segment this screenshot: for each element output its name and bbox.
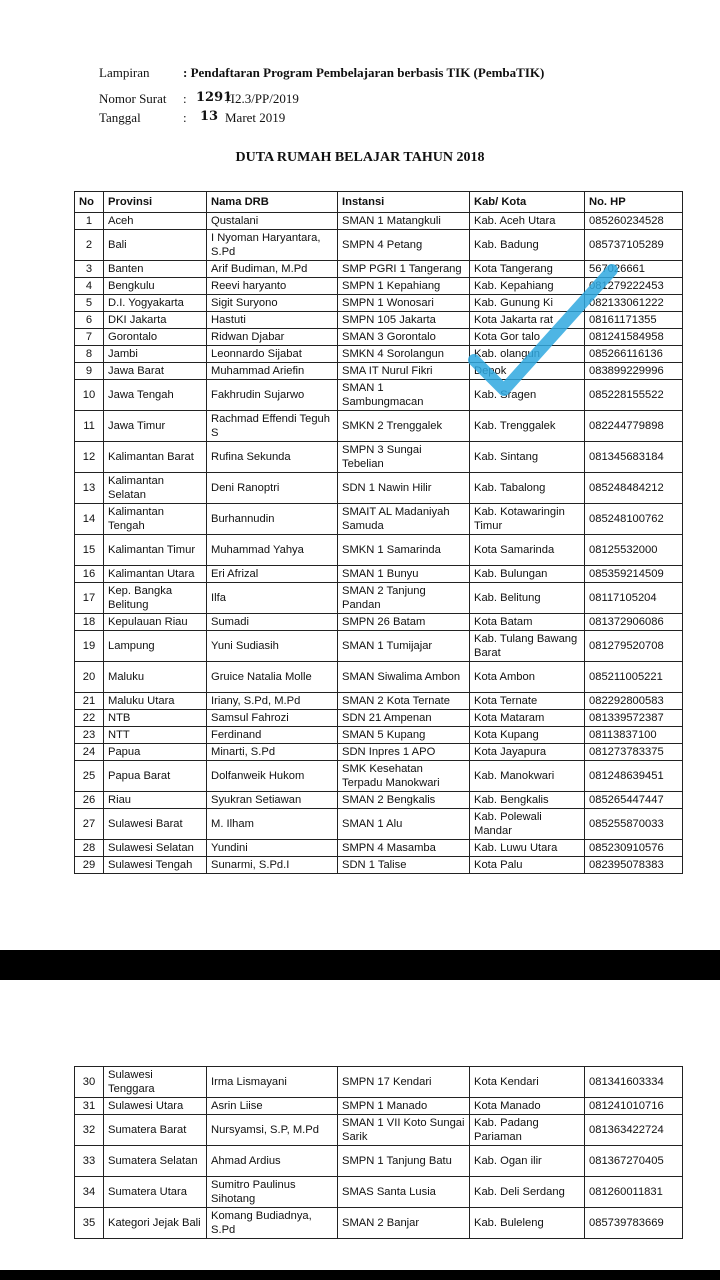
cell-no: 22: [75, 710, 104, 727]
cell-no: 10: [75, 380, 104, 411]
cell-no: 15: [75, 535, 104, 566]
cell-no: 2: [75, 230, 104, 261]
cell-no-hp: 082133061222: [585, 295, 683, 312]
cell-kab-kota: Kota Kendari: [470, 1067, 585, 1098]
cell-kab-kota: Kab. Padang Pariaman: [470, 1115, 585, 1146]
cell-no-hp: 085211005221: [585, 662, 683, 693]
cell-provinsi: Jambi: [104, 346, 207, 363]
cell-instansi: SMAN 1 Sambungmacan: [338, 380, 470, 411]
cell-nama-drb: Sunarmi, S.Pd.I: [207, 857, 338, 874]
cell-instansi: SMPN 3 Sungai Tebelian: [338, 442, 470, 473]
cell-instansi: SMAN 1 Alu: [338, 809, 470, 840]
cell-kab-kota: Kab. Aceh Utara: [470, 213, 585, 230]
cell-instansi: SMAN 1 Tumijajar: [338, 631, 470, 662]
cell-provinsi: Kepulauan Riau: [104, 614, 207, 631]
lampiran-value: : Pendaftaran Program Pembelajaran berbasis TIK (PembaTIK): [183, 65, 545, 80]
cell-no-hp: 081279520708: [585, 631, 683, 662]
cell-nama-drb: Arif Budiman, M.Pd: [207, 261, 338, 278]
cell-instansi: SMAN 2 Bengkalis: [338, 792, 470, 809]
cell-instansi: SMPN 17 Kendari: [338, 1067, 470, 1098]
cell-provinsi: Kep. Bangka Belitung: [104, 583, 207, 614]
cell-no-hp: 081339572387: [585, 710, 683, 727]
cell-no: 11: [75, 411, 104, 442]
cell-kab-kota: Kota Batam: [470, 614, 585, 631]
cell-kab-kota: Kab. Belitung: [470, 583, 585, 614]
cell-provinsi: Maluku: [104, 662, 207, 693]
cell-instansi: SMP PGRI 1 Tangerang: [338, 261, 470, 278]
cell-kab-kota: Kab. olangun: [470, 346, 585, 363]
cell-no-hp: 081260011831: [585, 1177, 683, 1208]
cell-no: 19: [75, 631, 104, 662]
cell-provinsi: Sumatera Barat: [104, 1115, 207, 1146]
cell-no-hp: 082292800583: [585, 693, 683, 710]
cell-nama-drb: Reevi haryanto: [207, 278, 338, 295]
cell-no-hp: 085265447447: [585, 792, 683, 809]
cell-no-hp: 085266116136: [585, 346, 683, 363]
cell-no-hp: 085248484212: [585, 473, 683, 504]
cell-provinsi: NTB: [104, 710, 207, 727]
cell-nama-drb: Qustalani: [207, 213, 338, 230]
cell-no: 23: [75, 727, 104, 744]
cell-no: 6: [75, 312, 104, 329]
table-row: [75, 662, 683, 693]
cell-no-hp: 081345683184: [585, 442, 683, 473]
cell-nama-drb: Rachmad Effendi Teguh S: [207, 411, 338, 442]
table-row: [75, 1177, 683, 1208]
cell-nama-drb: I Nyoman Haryantara, S.Pd: [207, 230, 338, 261]
cell-no-hp: 081367270405: [585, 1146, 683, 1177]
tanggal-colon: :: [183, 110, 187, 125]
cell-kab-kota: Kab. Tabalong: [470, 473, 585, 504]
cell-nama-drb: Nursyamsi, S.P, M.Pd: [207, 1115, 338, 1146]
cell-provinsi: Sumatera Utara: [104, 1177, 207, 1208]
cell-provinsi: Kalimantan Barat: [104, 442, 207, 473]
cell-no: 33: [75, 1146, 104, 1177]
column-header-provinsi: Provinsi: [104, 192, 207, 213]
cell-no: 30: [75, 1067, 104, 1098]
cell-no-hp: 08161171355: [585, 312, 683, 329]
cell-nama-drb: Sumadi: [207, 614, 338, 631]
cell-nama-drb: Irma Lismayani: [207, 1067, 338, 1098]
cell-nama-drb: Sumitro Paulinus Sihotang: [207, 1177, 338, 1208]
cell-instansi: SMPN 1 Tanjung Batu: [338, 1146, 470, 1177]
cell-instansi: SMAN 1 Matangkuli: [338, 213, 470, 230]
nomor-surat-colon: :: [183, 91, 187, 106]
cell-instansi: SMKN 2 Trenggalek: [338, 411, 470, 442]
cell-kab-kota: Kota Ambon: [470, 662, 585, 693]
cell-instansi: SMAN 2 Tanjung Pandan: [338, 583, 470, 614]
cell-no: 7: [75, 329, 104, 346]
cell-provinsi: Kalimantan Timur: [104, 535, 207, 566]
cell-instansi: SMPN 26 Batam: [338, 614, 470, 631]
cell-kab-kota: Kota Palu: [470, 857, 585, 874]
cell-kab-kota: Kota Mataram: [470, 710, 585, 727]
cell-nama-drb: Fakhrudin Sujarwo: [207, 380, 338, 411]
cell-instansi: SMAN 5 Kupang: [338, 727, 470, 744]
table-header-row: [75, 192, 683, 213]
nomor-surat-label: Nomor Surat: [99, 91, 167, 106]
cell-no-hp: 085248100762: [585, 504, 683, 535]
table-row: [75, 230, 683, 261]
table-row: [75, 380, 683, 411]
cell-kab-kota: Kab. Ogan ilir: [470, 1146, 585, 1177]
cell-no: 21: [75, 693, 104, 710]
cell-provinsi: Gorontalo: [104, 329, 207, 346]
cell-no-hp: 085737105289: [585, 230, 683, 261]
cell-kab-kota: Kab. Polewali Mandar: [470, 809, 585, 840]
cell-nama-drb: Burhannudin: [207, 504, 338, 535]
cell-nama-drb: Yundini: [207, 840, 338, 857]
nomor-surat-value: /I2.3/PP/2019: [227, 91, 299, 106]
cell-instansi: SMAIT AL Madaniyah Samuda: [338, 504, 470, 535]
table-row: [75, 693, 683, 710]
cell-nama-drb: Minarti, S.Pd: [207, 744, 338, 761]
cell-nama-drb: Komang Budiadnya, S.Pd: [207, 1208, 338, 1239]
cell-nama-drb: Syukran Setiawan: [207, 792, 338, 809]
table-row: [75, 761, 683, 792]
table-row: [75, 857, 683, 874]
cell-no: 14: [75, 504, 104, 535]
cell-no: 32: [75, 1115, 104, 1146]
cell-nama-drb: Ahmad Ardius: [207, 1146, 338, 1177]
cell-kab-kota: Kota Ternate: [470, 693, 585, 710]
table-row: [75, 631, 683, 662]
cell-instansi: SMAN 1 VII Koto Sungai Sarik: [338, 1115, 470, 1146]
cell-nama-drb: Sigit Suryono: [207, 295, 338, 312]
cell-no: 18: [75, 614, 104, 631]
cell-no-hp: 081363422724: [585, 1115, 683, 1146]
cell-kab-kota: Kab. Manokwari: [470, 761, 585, 792]
cell-no: 27: [75, 809, 104, 840]
cell-no-hp: 081341603334: [585, 1067, 683, 1098]
table-row: [75, 710, 683, 727]
cell-nama-drb: Yuni Sudiasih: [207, 631, 338, 662]
cell-nama-drb: Gruice Natalia Molle: [207, 662, 338, 693]
cell-kab-kota: Kab. Kotawaringin Timur: [470, 504, 585, 535]
column-header-nama-drb: Nama DRB: [207, 192, 338, 213]
column-header-no: No: [75, 192, 104, 213]
cell-no: 34: [75, 1177, 104, 1208]
cell-no-hp: 082395078383: [585, 857, 683, 874]
cell-instansi: SDN 21 Ampenan: [338, 710, 470, 727]
cell-instansi: SMPN 105 Jakarta: [338, 312, 470, 329]
cell-kab-kota: Kab. Badung: [470, 230, 585, 261]
cell-nama-drb: Asrin Liise: [207, 1098, 338, 1115]
tanggal-label: Tanggal: [99, 110, 141, 125]
table-row: [75, 504, 683, 535]
cell-kab-kota: Kab. Trenggalek: [470, 411, 585, 442]
cell-no: 20: [75, 662, 104, 693]
table-row: [75, 261, 683, 278]
table-row: [75, 295, 683, 312]
table-body-continued: [75, 1067, 683, 1239]
cell-nama-drb: Hastuti: [207, 312, 338, 329]
cell-provinsi: Kalimantan Utara: [104, 566, 207, 583]
cell-nama-drb: Ilfa: [207, 583, 338, 614]
cell-provinsi: Bali: [104, 230, 207, 261]
table-row: [75, 566, 683, 583]
cell-no: 17: [75, 583, 104, 614]
table-row: [75, 346, 683, 363]
cell-instansi: SMPN 4 Masamba: [338, 840, 470, 857]
cell-nama-drb: Dolfanweik Hukom: [207, 761, 338, 792]
cell-no: 26: [75, 792, 104, 809]
table-row: [75, 1098, 683, 1115]
table-row: [75, 744, 683, 761]
cell-no: 13: [75, 473, 104, 504]
table-row: [75, 312, 683, 329]
cell-instansi: SMKN 4 Sorolangun: [338, 346, 470, 363]
cell-provinsi: Sulawesi Tengah: [104, 857, 207, 874]
cell-nama-drb: Samsul Fahrozi: [207, 710, 338, 727]
cell-provinsi: Sumatera Selatan: [104, 1146, 207, 1177]
cell-kab-kota: Kab. Sragen: [470, 380, 585, 411]
cell-provinsi: Kalimantan Tengah: [104, 504, 207, 535]
cell-instansi: SMAS Santa Lusia: [338, 1177, 470, 1208]
cell-instansi: SDN 1 Nawin Hilir: [338, 473, 470, 504]
cell-provinsi: Sulawesi Utara: [104, 1098, 207, 1115]
cell-instansi: SDN Inpres 1 APO: [338, 744, 470, 761]
cell-nama-drb: Muhammad Yahya: [207, 535, 338, 566]
cell-instansi: SMAN 2 Kota Ternate: [338, 693, 470, 710]
cell-provinsi: Jawa Tengah: [104, 380, 207, 411]
table-row: [75, 411, 683, 442]
cell-kab-kota: Kota Tangerang: [470, 261, 585, 278]
table-row: [75, 1146, 683, 1177]
cell-kab-kota: Kab. Sintang: [470, 442, 585, 473]
cell-kab-kota: Kota Samarinda: [470, 535, 585, 566]
table-row: [75, 278, 683, 295]
cell-instansi: SMAN Siwalima Ambon: [338, 662, 470, 693]
cell-no-hp: 081372906086: [585, 614, 683, 631]
cell-no-hp: 085255870033: [585, 809, 683, 840]
cell-no-hp: 085228155522: [585, 380, 683, 411]
cell-no-hp: 085739783669: [585, 1208, 683, 1239]
cell-provinsi: Bengkulu: [104, 278, 207, 295]
cell-nama-drb: Eri Afrizal: [207, 566, 338, 583]
cell-no-hp: 082244779898: [585, 411, 683, 442]
cell-kab-kota: Kab. Kepahiang: [470, 278, 585, 295]
cell-provinsi: Kalimantan Selatan: [104, 473, 207, 504]
cell-instansi: SMPN 1 Manado: [338, 1098, 470, 1115]
cell-no-hp: 085359214509: [585, 566, 683, 583]
cell-provinsi: Maluku Utara: [104, 693, 207, 710]
cell-provinsi: Sulawesi Tenggara: [104, 1067, 207, 1098]
table-row: [75, 213, 683, 230]
cell-no: 29: [75, 857, 104, 874]
cell-provinsi: Aceh: [104, 213, 207, 230]
cell-provinsi: Sulawesi Barat: [104, 809, 207, 840]
cell-kab-kota: Kab. Buleleng: [470, 1208, 585, 1239]
cell-kab-kota: Kab. Deli Serdang: [470, 1177, 585, 1208]
cell-no-hp: 083899229996: [585, 363, 683, 380]
cell-provinsi: D.I. Yogyakarta: [104, 295, 207, 312]
cell-no-hp: 085260234528: [585, 213, 683, 230]
cell-kab-kota: Kab. Bulungan: [470, 566, 585, 583]
cell-kab-kota: Kab. Bengkalis: [470, 792, 585, 809]
cell-instansi: SMAN 2 Banjar: [338, 1208, 470, 1239]
table-row: [75, 363, 683, 380]
cell-no: 12: [75, 442, 104, 473]
cell-no: 25: [75, 761, 104, 792]
cell-no-hp: 567026661: [585, 261, 683, 278]
table-row: [75, 792, 683, 809]
table-row: [75, 329, 683, 346]
cell-kab-kota: Depok: [470, 363, 585, 380]
cell-instansi: SMAN 1 Bunyu: [338, 566, 470, 583]
cell-no: 1: [75, 213, 104, 230]
table-row: [75, 840, 683, 857]
cell-nama-drb: Ferdinand: [207, 727, 338, 744]
cell-nama-drb: Iriany, S.Pd, M.Pd: [207, 693, 338, 710]
cell-provinsi: Riau: [104, 792, 207, 809]
table-row: [75, 535, 683, 566]
cell-kab-kota: Kab. Gunung Ki: [470, 295, 585, 312]
cell-no-hp: 085230910576: [585, 840, 683, 857]
cell-provinsi: Kategori Jejak Bali: [104, 1208, 207, 1239]
cell-nama-drb: Leonnardo Sijabat: [207, 346, 338, 363]
column-header-kab-kota: Kab/ Kota: [470, 192, 585, 213]
column-header-no-hp: No. HP: [585, 192, 683, 213]
column-header-instansi: Instansi: [338, 192, 470, 213]
cell-provinsi: Papua: [104, 744, 207, 761]
cell-kab-kota: Kota Jayapura: [470, 744, 585, 761]
duta-table-continued: [74, 1066, 683, 1239]
nomor-surat-handwritten: 1291: [196, 90, 233, 105]
table-row: [75, 809, 683, 840]
cell-nama-drb: Rufina Sekunda: [207, 442, 338, 473]
cell-instansi: SDN 1 Talise: [338, 857, 470, 874]
cell-no-hp: 081241010716: [585, 1098, 683, 1115]
cell-no: 5: [75, 295, 104, 312]
lampiran-label: Lampiran: [99, 65, 150, 80]
cell-no-hp: 08125532000: [585, 535, 683, 566]
cell-nama-drb: Muhammad Ariefin: [207, 363, 338, 380]
table-row: [75, 1067, 683, 1098]
cell-nama-drb: Deni Ranoptri: [207, 473, 338, 504]
cell-kab-kota: Kab. Tulang Bawang Barat: [470, 631, 585, 662]
cell-kab-kota: Kab. Luwu Utara: [470, 840, 585, 857]
cell-no: 9: [75, 363, 104, 380]
cell-instansi: SMPN 1 Kepahiang: [338, 278, 470, 295]
cell-provinsi: Jawa Timur: [104, 411, 207, 442]
tanggal-value: Maret 2019: [225, 110, 286, 125]
table-row: [75, 1208, 683, 1239]
cell-provinsi: Jawa Barat: [104, 363, 207, 380]
table-row: [75, 1115, 683, 1146]
cell-no: 24: [75, 744, 104, 761]
cell-provinsi: Sulawesi Selatan: [104, 840, 207, 857]
cell-provinsi: Lampung: [104, 631, 207, 662]
cell-instansi: SMPN 1 Wonosari: [338, 295, 470, 312]
cell-nama-drb: M. Ilham: [207, 809, 338, 840]
cell-no: 31: [75, 1098, 104, 1115]
cell-no-hp: 08113837100: [585, 727, 683, 744]
cell-no-hp: 081279222453: [585, 278, 683, 295]
cell-kab-kota: Kota Kupang: [470, 727, 585, 744]
cell-provinsi: Banten: [104, 261, 207, 278]
cell-kab-kota: Kota Gor talo: [470, 329, 585, 346]
tanggal-handwritten: 13: [200, 109, 219, 124]
cell-instansi: SMAN 3 Gorontalo: [338, 329, 470, 346]
table-body: [75, 213, 683, 874]
cell-instansi: SMA IT Nurul Fikri: [338, 363, 470, 380]
table-row: [75, 727, 683, 744]
cell-provinsi: Papua Barat: [104, 761, 207, 792]
cell-kab-kota: Kota Jakarta rat: [470, 312, 585, 329]
cell-no: 8: [75, 346, 104, 363]
cell-no-hp: 081241584958: [585, 329, 683, 346]
cell-no-hp: 081248639451: [585, 761, 683, 792]
cell-provinsi: NTT: [104, 727, 207, 744]
cell-no: 3: [75, 261, 104, 278]
cell-instansi: SMKN 1 Samarinda: [338, 535, 470, 566]
cell-no: 28: [75, 840, 104, 857]
table-row: [75, 614, 683, 631]
cell-kab-kota: Kota Manado: [470, 1098, 585, 1115]
table-row: [75, 473, 683, 504]
cell-no: 16: [75, 566, 104, 583]
table-row: [75, 583, 683, 614]
cell-no-hp: 081273783375: [585, 744, 683, 761]
duta-table: [74, 191, 683, 874]
cell-no-hp: 08117105204: [585, 583, 683, 614]
cell-no: 35: [75, 1208, 104, 1239]
table-row: [75, 442, 683, 473]
cell-provinsi: DKI Jakarta: [104, 312, 207, 329]
cell-instansi: SMPN 4 Petang: [338, 230, 470, 261]
cell-nama-drb: Ridwan Djabar: [207, 329, 338, 346]
cell-instansi: SMK Kesehatan Terpadu Manokwari: [338, 761, 470, 792]
document-title: DUTA RUMAH BELAJAR TAHUN 2018: [235, 150, 485, 165]
cell-no: 4: [75, 278, 104, 295]
